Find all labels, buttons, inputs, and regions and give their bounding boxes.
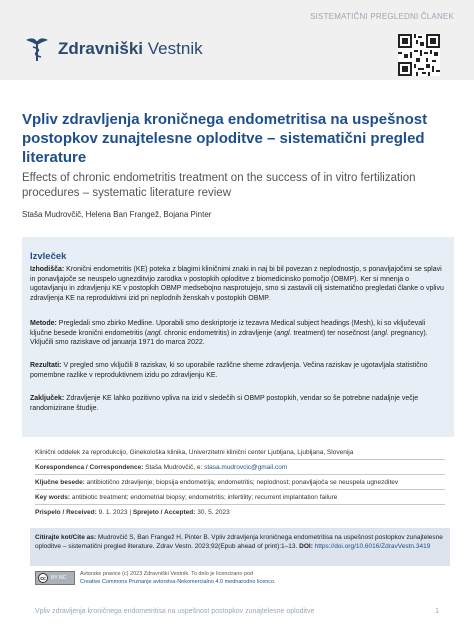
logo-text-bold: Zdravniški xyxy=(58,39,144,58)
abstract-text: pregnancy). Vključili smo raziskave od januarja 1971 do marca 2022. xyxy=(30,329,428,347)
doi-link[interactable]: https://doi.org/10.6016/ZdravVestn.3419 xyxy=(312,543,431,550)
abstract-label: Metode: xyxy=(30,320,57,327)
cc-icon: cc xyxy=(38,573,48,583)
citation-box xyxy=(30,528,450,566)
correspondence-label: Korespondenca / Correspondence: xyxy=(35,464,144,471)
key-words-text: antibiotic treatment; endometrial biopsy; endometritis; infertility; recurrent implantation failure xyxy=(70,494,338,501)
accepted-value: 30. 5. 2023 xyxy=(195,509,230,516)
correspondence xyxy=(35,463,445,472)
citation-label: Citirajte kot/Cite as: xyxy=(35,534,97,541)
running-title: Vpliv zdravljenja kroničnega endometritisa na uspešnost postopkov zunajtelesne oploditve xyxy=(35,608,315,615)
divider xyxy=(35,504,445,505)
abstract-text: treatment) ter nosečnost ( xyxy=(291,329,374,337)
affiliation: Klinični oddelek za reprodukcijo, Ginekološka klinika, Univerzitetni klinični center Ljubljana, Ljubljana, Slovenija xyxy=(35,449,354,456)
keywords-text: antibiotično zdravljenje; biopsija endometrija; endometritis; neplodnost; ponavljajoča se neuspela ugnezditev xyxy=(84,479,399,486)
caduceus-icon xyxy=(22,36,52,62)
divider xyxy=(35,459,445,460)
abstract-label: Rezultati: xyxy=(30,362,62,369)
license-link[interactable]: Creative Commons Priznanje avtorstva-Nekomercialno 4.0 mednarodno licenco. xyxy=(80,578,276,585)
article-subtitle: Effects of chronic endometritis treatment on the success of in vitro fertilization procedures – systematic literature review xyxy=(22,172,416,199)
abstract-italic: angl. xyxy=(373,329,389,337)
keywords-english xyxy=(35,493,445,502)
journal-logo[interactable] xyxy=(22,36,203,62)
article-title: Vpliv zdravljenja kroničnega endometritisa na uspešnost postopkov zunajtelesne oploditve – sistematični pregled literature xyxy=(22,111,428,166)
divider xyxy=(35,489,445,490)
abstract-italic: angl. xyxy=(276,329,292,337)
correspondence-email-link[interactable]: stasa.mudrovcic@gmail.com xyxy=(204,464,288,471)
key-words-label: Key words: xyxy=(35,494,71,501)
abstract-label: Izhodišča: xyxy=(30,266,65,273)
abstract-methods xyxy=(30,319,446,348)
logo-text-rest: Vestnik xyxy=(147,39,203,58)
abstract-conclusion xyxy=(30,394,446,413)
doi-label: DOI: xyxy=(299,543,313,550)
cc-by-nc-icon: BY NC xyxy=(51,575,67,581)
license-line-1: Avtorske pravice (c) 2023 Zdravniški Vestnik. To delo je licencirano pod xyxy=(80,571,254,577)
abstract-text: V pregled smo vključili 8 raziskav, ki so uporabile različne sheme zdravljenja. Večina raziskav je ugotavljala statistično pomembne razlike v reproduktivnem izidu po zdravljenju KE. xyxy=(30,362,428,379)
received-value: 9. 1. 2023 xyxy=(96,509,128,516)
license-text xyxy=(80,571,380,586)
abstract-text: Kronični endometritis (KE) poteka z blagimi kliničnimi znaki in naj bi bil povezan z neplodnostjo, s ponavljajočimi se splavi in ponavljajoče se neuspelo ugnezditvijo zarodka v postopkih oploditve z biomedicinsko pomočjo (OBMP). Ker si mnenja o ugotavljanju in zdravljenju KE v postopkih OBMP medsebojno nasprotujejo, smo si zastavili cilj sistematično pregledati članke o vplivu zdravljenja KE na reproduktivni izid pri neplodnih ženskah v postopkih OBMP. xyxy=(30,266,444,302)
keywords-slovenian xyxy=(35,478,445,487)
abstract-background xyxy=(30,265,446,303)
abstract-text: Pregledali smo zbirko Medline. Uporabili smo deskriptorje iz tezavra Medical subject headings (Mesh), ki so vključevali ključne besede kronični endometritis ( xyxy=(30,320,426,337)
page-number: 1 xyxy=(435,608,439,615)
article-authors: Staša Mudrovčič, Helena Ban Frangež, Bojana Pinter xyxy=(22,210,212,219)
divider xyxy=(35,474,445,475)
citation-text xyxy=(35,533,445,551)
dates xyxy=(35,508,445,517)
abstract-text: Zdravljenje KE lahko pozitivno vpliva na izid v sledečih si OBMP postopkih, vendar so še potrebne nadaljnje večje randomizirane študije. xyxy=(30,395,419,412)
abstract-box xyxy=(22,237,454,437)
keywords-label: Ključne besede: xyxy=(35,479,85,486)
abstract-results xyxy=(30,361,446,380)
abstract-text: chronic endometritis) in zdravljenje ( xyxy=(162,329,277,337)
article-category: SISTEMATIČNI PREGLEDNI ČLANEK xyxy=(310,12,454,21)
accepted-label: Sprejeto / Accepted: xyxy=(132,509,196,516)
received-label: Prispelo / Received: xyxy=(35,509,97,516)
citation-body: Mudrovčič S, Ban Frangež H, Pinter B. Vpliv zdravljenja kroničnega endometritisa na uspešnost postopkov zunajtelesne oploditve – sistematični pregled literature. Zdrav Vestn. 2023;92(Epub ahead of print):1–13. xyxy=(35,534,443,550)
qr-code-icon[interactable] xyxy=(398,34,440,76)
correspondence-text: Staša Mudrovčič, e: xyxy=(143,464,205,471)
cc-license-badge[interactable] xyxy=(35,571,75,585)
date-separator: | xyxy=(127,509,133,516)
abstract-heading: Izvleček xyxy=(30,251,67,262)
abstract-italic: angl. xyxy=(147,329,163,337)
abstract-label: Zaključek: xyxy=(30,395,65,402)
